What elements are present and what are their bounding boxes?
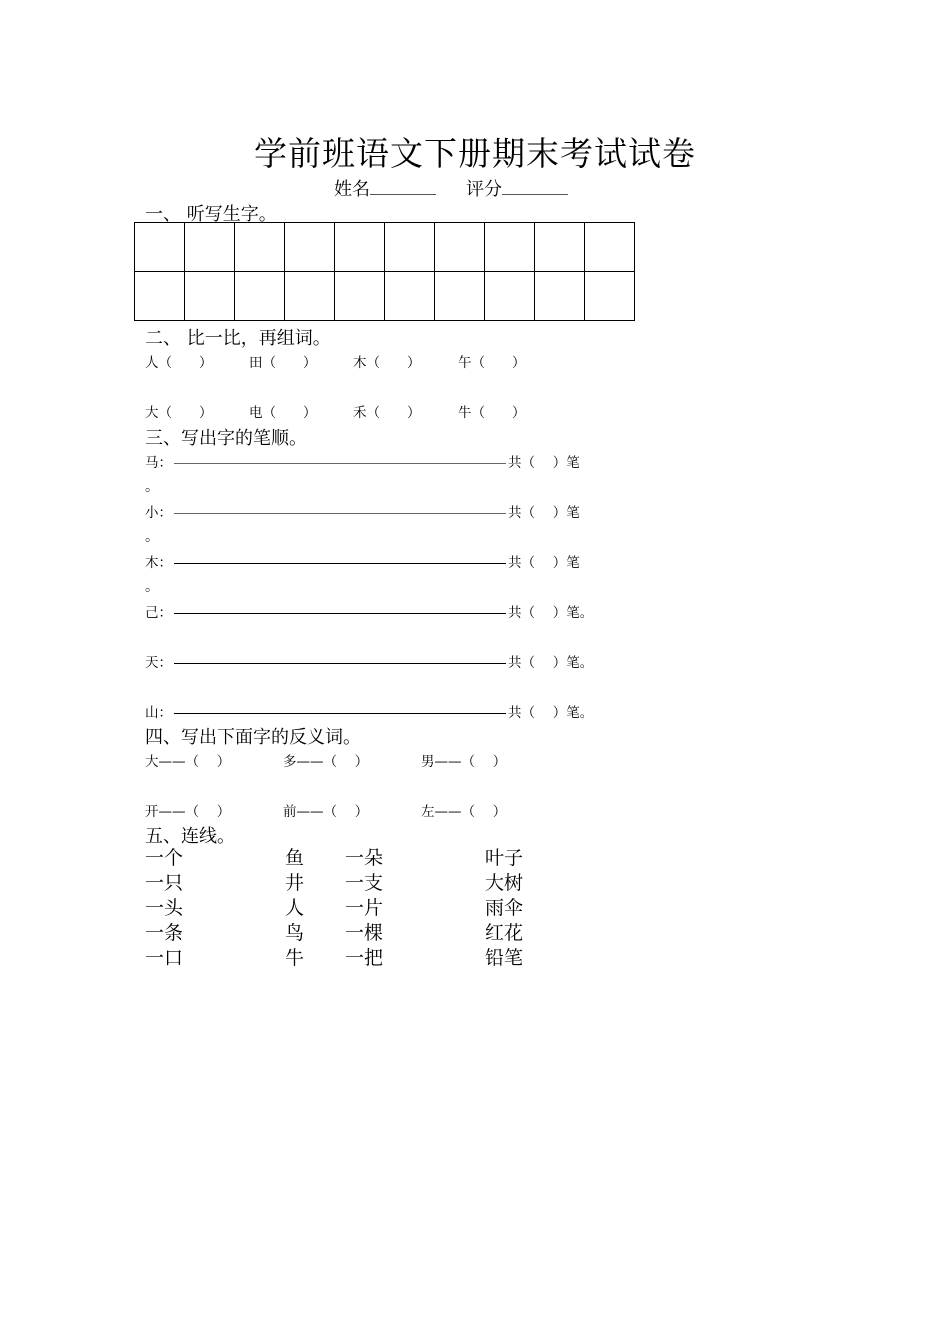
match-item[interactable]: 一棵	[345, 922, 384, 944]
grid-cell[interactable]	[285, 272, 335, 321]
compare-item: 牛（ ）	[458, 405, 526, 421]
stroke-char: 山：	[145, 705, 172, 721]
stroke-count: 共（ ）笔	[508, 455, 580, 471]
grid-cell[interactable]	[185, 272, 235, 321]
antonym-item: 左——（ ）	[421, 804, 507, 820]
stroke-count: 共（ ）笔。	[508, 705, 594, 721]
match-item[interactable]: 雨伞	[485, 897, 524, 919]
compare-item: 田（ ）	[249, 355, 317, 371]
antonym-item: 男——（ ）	[421, 754, 507, 770]
antonym-item: 开——（ ）	[145, 804, 231, 820]
grid-cell[interactable]	[535, 223, 585, 272]
stroke-period: 。	[145, 579, 159, 595]
stroke-row	[145, 501, 580, 521]
grid-cell[interactable]	[585, 223, 635, 272]
match-item[interactable]: 井	[285, 872, 305, 894]
dictation-grid	[134, 222, 635, 321]
match-item[interactable]: 一个	[145, 847, 184, 869]
match-item[interactable]: 一只	[145, 872, 184, 894]
match-column-3	[345, 846, 383, 971]
grid-cell[interactable]	[535, 272, 585, 321]
compare-item: 人（ ）	[145, 355, 213, 371]
stroke-char: 马：	[145, 455, 172, 471]
grid-cell[interactable]	[485, 272, 535, 321]
match-item[interactable]: 鱼	[285, 847, 305, 869]
match-item[interactable]: 一把	[345, 947, 384, 969]
grid-cell[interactable]	[435, 272, 485, 321]
match-item[interactable]: 叶子	[485, 847, 524, 869]
match-column-2	[285, 846, 304, 971]
stroke-count: 共（ ）笔。	[508, 655, 594, 671]
match-item[interactable]: 鸟	[285, 922, 305, 944]
match-item[interactable]: 一支	[345, 872, 384, 894]
stroke-row	[145, 701, 593, 721]
match-item[interactable]: 红花	[485, 922, 524, 944]
compare-item: 木（ ）	[353, 355, 421, 371]
section-5-heading: 五、连线。	[145, 826, 235, 847]
stroke-period: 。	[145, 529, 159, 545]
stroke-answer-line[interactable]	[174, 713, 506, 714]
grid-cell[interactable]	[335, 272, 385, 321]
compare-item: 午（ ）	[458, 355, 526, 371]
match-item[interactable]: 一头	[145, 897, 184, 919]
stroke-row	[145, 651, 593, 671]
name-blank[interactable]	[370, 180, 436, 195]
score-label: 评分	[466, 179, 502, 200]
section-2-heading: 二、 比一比，再组词。	[145, 328, 331, 349]
page-title: 学前班语文下册期末考试试卷	[254, 134, 696, 173]
section-3-heading: 三、写出字的笔顺。	[145, 428, 307, 449]
stroke-count: 共（ ）笔。	[508, 605, 594, 621]
match-item[interactable]: 一口	[145, 947, 184, 969]
stroke-count: 共（ ）笔	[508, 505, 580, 521]
match-item[interactable]: 一条	[145, 922, 184, 944]
section-4-heading: 四、写出下面字的反义词。	[145, 727, 361, 748]
match-column-1	[145, 846, 183, 971]
grid-cell[interactable]	[235, 272, 285, 321]
stroke-char: 天：	[145, 655, 172, 671]
stroke-period: 。	[145, 479, 159, 495]
stroke-row	[145, 451, 580, 471]
stroke-answer-line[interactable]	[174, 463, 506, 464]
stroke-char: 己：	[145, 605, 172, 621]
stroke-answer-line[interactable]	[174, 513, 506, 514]
compare-item: 禾（ ）	[353, 405, 421, 421]
grid-cell[interactable]	[385, 272, 435, 321]
match-item[interactable]: 人	[285, 897, 305, 919]
antonym-item: 多——（ ）	[283, 754, 369, 770]
section-1-heading: 一、 听写生字。	[145, 204, 277, 225]
grid-cell[interactable]	[385, 223, 435, 272]
match-item[interactable]: 铅笔	[485, 947, 524, 969]
compare-item: 电（ ）	[249, 405, 317, 421]
grid-cell[interactable]	[435, 223, 485, 272]
stroke-answer-line[interactable]	[174, 663, 506, 664]
match-item[interactable]: 一片	[345, 897, 384, 919]
grid-cell[interactable]	[485, 223, 535, 272]
name-score-line	[334, 175, 568, 201]
grid-cell[interactable]	[185, 223, 235, 272]
grid-cell[interactable]	[335, 223, 385, 272]
grid-cell[interactable]	[235, 223, 285, 272]
match-item[interactable]: 大树	[485, 872, 524, 894]
stroke-row	[145, 551, 580, 571]
stroke-row	[145, 601, 593, 621]
grid-cell[interactable]	[585, 272, 635, 321]
stroke-answer-line[interactable]	[174, 613, 506, 614]
stroke-count: 共（ ）笔	[508, 555, 580, 571]
score-blank[interactable]	[502, 180, 568, 195]
grid-cell[interactable]	[135, 272, 185, 321]
antonym-item: 大——（ ）	[145, 754, 231, 770]
stroke-char: 木：	[145, 555, 172, 571]
match-item[interactable]: 牛	[285, 947, 305, 969]
antonym-item: 前——（ ）	[283, 804, 369, 820]
grid-cell[interactable]	[135, 223, 185, 272]
grid-cell[interactable]	[285, 223, 335, 272]
name-label: 姓名	[334, 179, 370, 200]
stroke-answer-line[interactable]	[174, 563, 506, 564]
compare-item: 大（ ）	[145, 405, 213, 421]
match-column-4	[485, 846, 523, 971]
stroke-char: 小：	[145, 505, 172, 521]
match-item[interactable]: 一朵	[345, 847, 384, 869]
